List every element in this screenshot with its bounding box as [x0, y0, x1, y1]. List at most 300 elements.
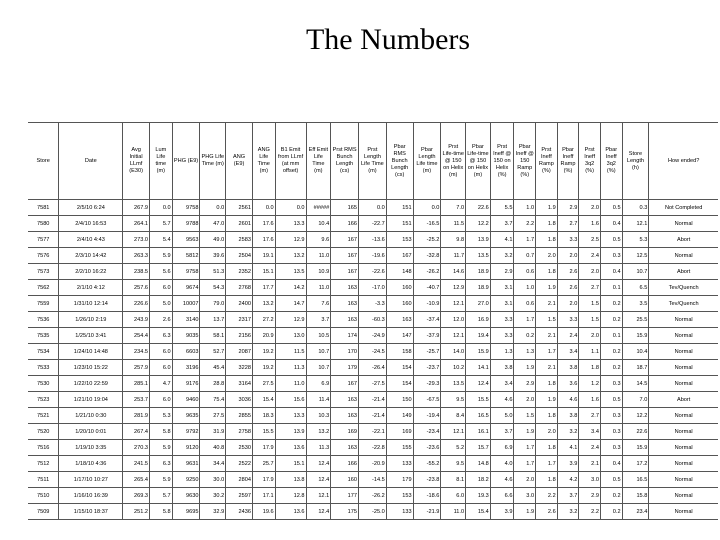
- table-cell: 1.7: [536, 456, 558, 472]
- table-cell: 15.7: [466, 440, 491, 456]
- table-cell: 3.2: [557, 504, 579, 520]
- table-cell: 254.4: [123, 328, 150, 344]
- table-cell: 169: [386, 424, 413, 440]
- table-cell: 5812: [172, 248, 200, 264]
- table-row: [28, 216, 718, 232]
- table-cell: 54.3: [200, 280, 226, 296]
- table-cell: -25.0: [359, 504, 387, 520]
- table-row: [28, 264, 718, 280]
- table-cell: 179: [331, 360, 359, 376]
- table-cell: -21.9: [413, 504, 441, 520]
- table-cell: 243.9: [123, 312, 150, 328]
- column-header: Avg Initial LLmf (E30): [123, 123, 150, 200]
- table-cell: 7512: [28, 456, 59, 472]
- table-cell: 6.3: [150, 456, 173, 472]
- table-cell: Abort: [649, 264, 718, 280]
- table-cell: 267.9: [123, 200, 150, 216]
- table-cell: Normal: [649, 488, 718, 504]
- column-header: Date: [59, 123, 123, 200]
- table-cell: 2.0: [557, 296, 579, 312]
- table-cell: Normal: [649, 360, 718, 376]
- table-cell: 1/17/10 10:27: [59, 472, 123, 488]
- table-cell: 14.6: [441, 264, 466, 280]
- table-cell: 13.6: [275, 504, 306, 520]
- table-cell: 241.5: [123, 456, 150, 472]
- table-cell: 4.2: [557, 472, 579, 488]
- table-cell: 2530: [226, 440, 253, 456]
- table-cell: 163: [331, 312, 359, 328]
- table-cell: 19.3: [466, 488, 491, 504]
- table-cell: 3.4: [557, 344, 579, 360]
- table-cell: -23.6: [413, 440, 441, 456]
- table-cell: 1/24/10 14:48: [59, 344, 123, 360]
- column-header: Prst Length Life Time (m): [359, 123, 387, 200]
- table-cell: 17.9: [252, 472, 275, 488]
- table-cell: 4.7: [150, 376, 173, 392]
- table-cell: 13.6: [275, 440, 306, 456]
- table-cell: 19.2: [252, 344, 275, 360]
- table-cell: 12.1: [306, 488, 331, 504]
- column-header: Prst RMS Bunch Length (cs): [331, 123, 359, 200]
- table-cell: 133: [386, 456, 413, 472]
- table-cell: 8.4: [441, 408, 466, 424]
- table-cell: 27.5: [252, 376, 275, 392]
- table-cell: -25.2: [413, 232, 441, 248]
- table-cell: 5.8: [150, 424, 173, 440]
- table-cell: 153: [386, 488, 413, 504]
- table-cell: 7523: [28, 392, 59, 408]
- table-cell: -14.5: [359, 472, 387, 488]
- table-row: [28, 280, 718, 296]
- table-cell: 13.3: [275, 408, 306, 424]
- table-cell: 0.2: [600, 488, 622, 504]
- table-cell: 179: [386, 472, 413, 488]
- table-cell: 39.6: [200, 248, 226, 264]
- column-header: Prst Life-time @ 150 on Helix (m): [441, 123, 466, 200]
- table-cell: 251.2: [123, 504, 150, 520]
- table-cell: 0.0: [413, 200, 441, 216]
- table-row: [28, 392, 718, 408]
- table-cell: 2.0: [514, 472, 536, 488]
- table-cell: Tev/Quench: [649, 280, 718, 296]
- table-cell: 19.4: [466, 328, 491, 344]
- table-cell: -20.9: [359, 456, 387, 472]
- table-cell: 163: [331, 440, 359, 456]
- table-cell: 30.0: [200, 472, 226, 488]
- table-cell: 3.9: [490, 504, 514, 520]
- table-cell: 9695: [172, 504, 200, 520]
- table-cell: 3.8: [490, 360, 514, 376]
- table-cell: 0.0: [275, 200, 306, 216]
- table-cell: 1.8: [536, 216, 558, 232]
- table-cell: 18.9: [466, 280, 491, 296]
- table-cell: 4.1: [490, 232, 514, 248]
- table-cell: 7516: [28, 440, 59, 456]
- table-cell: 2.6: [536, 504, 558, 520]
- column-header: Prst Ineff @ 150 on Helix (%): [490, 123, 514, 200]
- table-cell: 2/1/10 4:12: [59, 280, 123, 296]
- table-cell: 11.5: [441, 216, 466, 232]
- table-cell: 34.4: [200, 456, 226, 472]
- table-cell: -32.8: [413, 248, 441, 264]
- table-cell: 1/21/10 0:30: [59, 408, 123, 424]
- table-cell: 281.9: [123, 408, 150, 424]
- table-cell: 27.0: [466, 296, 491, 312]
- table-cell: 7573: [28, 264, 59, 280]
- table-cell: 47.0: [200, 216, 226, 232]
- table-cell: 7521: [28, 408, 59, 424]
- table-cell: 2804: [226, 472, 253, 488]
- table-cell: 2.7: [557, 216, 579, 232]
- column-header: Pbar RMS Bunch Length (cs): [386, 123, 413, 200]
- table-cell: 2601: [226, 216, 253, 232]
- table-row: [28, 504, 718, 520]
- table-cell: 163: [386, 312, 413, 328]
- table-cell: 226.6: [123, 296, 150, 312]
- table-cell: 2/4/10 16:53: [59, 216, 123, 232]
- table-cell: 0.2: [600, 344, 622, 360]
- table-cell: 0.4: [600, 264, 622, 280]
- table-cell: 1/16/10 16:39: [59, 488, 123, 504]
- table-cell: 5.3: [150, 408, 173, 424]
- table-cell: 1/25/10 3:41: [59, 328, 123, 344]
- table-cell: 2/5/10 6:24: [59, 200, 123, 216]
- table-cell: 2.0: [536, 424, 558, 440]
- table-cell: 0.0: [200, 200, 226, 216]
- table-cell: 15.1: [275, 456, 306, 472]
- table-cell: 6.0: [150, 280, 173, 296]
- table-cell: 0.2: [600, 360, 622, 376]
- table-header-row: [28, 123, 718, 200]
- table-cell: 7520: [28, 424, 59, 440]
- table-cell: 17.7: [252, 280, 275, 296]
- table-cell: -17.0: [359, 280, 387, 296]
- table-cell: 2087: [226, 344, 253, 360]
- table-cell: 0.0: [150, 200, 173, 216]
- table-cell: 9.5: [441, 392, 466, 408]
- table-cell: 14.8: [466, 456, 491, 472]
- table-cell: 1/15/10 18:37: [59, 504, 123, 520]
- table-cell: 11.3: [306, 440, 331, 456]
- table-cell: 253.7: [123, 392, 150, 408]
- table-cell: 10.4: [306, 216, 331, 232]
- table-cell: 8.1: [441, 472, 466, 488]
- table-cell: -24.9: [359, 328, 387, 344]
- table-cell: -24.5: [359, 344, 387, 360]
- table-cell: 1.8: [536, 440, 558, 456]
- table-cell: Normal: [649, 376, 718, 392]
- table-cell: 2.4: [579, 440, 601, 456]
- table-row: [28, 296, 718, 312]
- table-cell: 2.4: [557, 328, 579, 344]
- table-cell: 2583: [226, 232, 253, 248]
- table-cell: 6.5: [622, 280, 649, 296]
- table-cell: 265.4: [123, 472, 150, 488]
- table-cell: 14.0: [441, 344, 466, 360]
- table-cell: 13.3: [275, 216, 306, 232]
- table-cell: Normal: [649, 328, 718, 344]
- table-cell: 12.0: [441, 312, 466, 328]
- table-cell: 11.0: [306, 248, 331, 264]
- table-cell: 2.7: [579, 408, 601, 424]
- table-cell: 166: [331, 216, 359, 232]
- table-cell: 10.3: [306, 408, 331, 424]
- table-cell: 16.9: [466, 312, 491, 328]
- column-header: B1 Emit from LLmf (at mm offset): [275, 123, 306, 200]
- table-cell: 5.9: [150, 248, 173, 264]
- table-cell: 15.9: [466, 344, 491, 360]
- table-cell: 10.5: [306, 328, 331, 344]
- table-cell: 2768: [226, 280, 253, 296]
- table-cell: 40.8: [200, 440, 226, 456]
- table-cell: 6.0: [150, 344, 173, 360]
- table-cell: Normal: [649, 408, 718, 424]
- table-cell: 1.9: [536, 280, 558, 296]
- table-cell: 273.0: [123, 232, 150, 248]
- table-cell: 2436: [226, 504, 253, 520]
- table-cell: 5.6: [150, 264, 173, 280]
- table-cell: 5.2: [441, 440, 466, 456]
- table-cell: 16.1: [466, 424, 491, 440]
- table-cell: 257.6: [123, 280, 150, 296]
- table-row: [28, 232, 718, 248]
- table-cell: 2561: [226, 200, 253, 216]
- table-cell: 264.1: [123, 216, 150, 232]
- table-cell: 9674: [172, 280, 200, 296]
- table-cell: 14.1: [466, 360, 491, 376]
- table-cell: 13.8: [275, 472, 306, 488]
- table-cell: 160: [386, 280, 413, 296]
- table-cell: Normal: [649, 312, 718, 328]
- table-cell: -25.7: [413, 344, 441, 360]
- column-header: Lum Life time (m): [150, 123, 173, 200]
- table-cell: 6.6: [490, 488, 514, 504]
- table-cell: -19.6: [359, 248, 387, 264]
- table-cell: 3.7: [490, 424, 514, 440]
- table-cell: 12.1: [441, 328, 466, 344]
- table-cell: 269.3: [123, 488, 150, 504]
- table-cell: 14.7: [275, 296, 306, 312]
- page-title: The Numbers: [305, 23, 471, 56]
- table-cell: 1.7: [514, 312, 536, 328]
- table-row: [28, 200, 718, 216]
- table-cell: 12.1: [441, 296, 466, 312]
- table-cell: 238.5: [123, 264, 150, 280]
- table-cell: 12.4: [466, 376, 491, 392]
- table-cell: 3.7: [490, 216, 514, 232]
- table-cell: 5.9: [150, 440, 173, 456]
- table-cell: 1.6: [579, 392, 601, 408]
- table-cell: 154: [386, 376, 413, 392]
- table-cell: 163: [331, 280, 359, 296]
- table-cell: 75.4: [200, 392, 226, 408]
- table-cell: 3.1: [490, 280, 514, 296]
- table-cell: 9563: [172, 232, 200, 248]
- table-cell: 5.0: [150, 296, 173, 312]
- table-cell: 17.1: [252, 488, 275, 504]
- table-cell: Not Completed: [649, 200, 718, 216]
- table-cell: 5.7: [150, 216, 173, 232]
- table-cell: 13.2: [252, 296, 275, 312]
- table-cell: 3.3: [557, 232, 579, 248]
- column-header: PHG (E9): [172, 123, 200, 200]
- table-cell: 3.1: [490, 296, 514, 312]
- column-header: ANG Life Time (m): [252, 123, 275, 200]
- table-cell: 1.8: [536, 264, 558, 280]
- table-cell: 1.8: [536, 376, 558, 392]
- table-cell: 9.6: [306, 232, 331, 248]
- table-cell: 18.3: [252, 408, 275, 424]
- table-cell: 0.5: [600, 200, 622, 216]
- table-cell: -37.9: [413, 328, 441, 344]
- table-cell: 13.7: [200, 312, 226, 328]
- table-row: [28, 344, 718, 360]
- table-cell: 3036: [226, 392, 253, 408]
- table-cell: 7559: [28, 296, 59, 312]
- table-row: [28, 328, 718, 344]
- table-cell: 1.1: [579, 344, 601, 360]
- table-cell: 2522: [226, 456, 253, 472]
- table-body: [28, 200, 718, 520]
- table-cell: 167: [331, 232, 359, 248]
- table-cell: 2.2: [514, 216, 536, 232]
- table-cell: -21.4: [359, 408, 387, 424]
- table-cell: 3.3: [490, 328, 514, 344]
- table-cell: 0.2: [600, 296, 622, 312]
- table-cell: 177: [331, 488, 359, 504]
- table-cell: 11.5: [275, 344, 306, 360]
- table-cell: 3.2: [490, 248, 514, 264]
- table-cell: 12.9: [275, 312, 306, 328]
- table-cell: 2352: [226, 264, 253, 280]
- table-cell: 2156: [226, 328, 253, 344]
- table-cell: 160: [331, 472, 359, 488]
- table-cell: 5.4: [150, 232, 173, 248]
- table-cell: 12.4: [306, 456, 331, 472]
- table-cell: 3.9: [557, 456, 579, 472]
- table-cell: 1.7: [514, 232, 536, 248]
- table-cell: 15.4: [252, 392, 275, 408]
- table-cell: 12.4: [306, 472, 331, 488]
- table-cell: 2.1: [579, 456, 601, 472]
- table-cell: 167: [331, 264, 359, 280]
- column-header: Store: [28, 123, 59, 200]
- table-cell: 15.9: [622, 440, 649, 456]
- table-cell: 1.7: [514, 456, 536, 472]
- table-cell: 150: [386, 392, 413, 408]
- table-cell: 4.6: [490, 392, 514, 408]
- table-cell: -23.4: [413, 424, 441, 440]
- table-cell: 0.3: [600, 376, 622, 392]
- table-cell: 1.2: [579, 376, 601, 392]
- column-header: ANG (E9): [226, 123, 253, 200]
- table-cell: 1.9: [514, 360, 536, 376]
- table-cell: 14.5: [622, 376, 649, 392]
- table-cell: 12.2: [466, 216, 491, 232]
- table-cell: 10.2: [441, 360, 466, 376]
- table-cell: 12.1: [441, 424, 466, 440]
- table-cell: Normal: [649, 456, 718, 472]
- table-cell: 0.2: [600, 312, 622, 328]
- table-cell: 7.0: [622, 392, 649, 408]
- table-cell: 12.4: [306, 504, 331, 520]
- table-cell: 17.6: [252, 232, 275, 248]
- table-cell: 3196: [172, 360, 200, 376]
- table-cell: 2.0: [536, 248, 558, 264]
- table-cell: 10.7: [622, 264, 649, 280]
- table-cell: 6.0: [441, 488, 466, 504]
- table-cell: 18.9: [466, 264, 491, 280]
- table-cell: 19.2: [252, 360, 275, 376]
- table-cell: 151: [386, 216, 413, 232]
- table-cell: 15.6: [275, 392, 306, 408]
- table-cell: 7533: [28, 360, 59, 376]
- table-cell: 175: [331, 504, 359, 520]
- table-cell: 13.9: [275, 424, 306, 440]
- table-cell: 13.5: [441, 376, 466, 392]
- table-cell: 166: [331, 456, 359, 472]
- table-row: [28, 472, 718, 488]
- table-cell: 5.5: [490, 200, 514, 216]
- table-cell: 133: [386, 504, 413, 520]
- table-cell: 14.2: [275, 280, 306, 296]
- table-cell: 3.7: [306, 312, 331, 328]
- table-cell: -40.7: [413, 280, 441, 296]
- table-cell: 2.4: [579, 248, 601, 264]
- table-cell: 9120: [172, 440, 200, 456]
- table-cell: 13.2: [306, 424, 331, 440]
- table-cell: 1.5: [579, 296, 601, 312]
- table-cell: 6603: [172, 344, 200, 360]
- table-cell: 153: [386, 232, 413, 248]
- table-cell: 6.9: [490, 440, 514, 456]
- table-cell: 9.8: [441, 232, 466, 248]
- table-cell: 2.9: [579, 488, 601, 504]
- table-cell: 2.1: [536, 328, 558, 344]
- table-cell: 2/4/10 4:43: [59, 232, 123, 248]
- table-row: [28, 248, 718, 264]
- table-cell: 10.9: [306, 264, 331, 280]
- table-cell: 0.3: [600, 408, 622, 424]
- table-cell: 0.6: [514, 264, 536, 280]
- table-cell: 1.7: [514, 440, 536, 456]
- table-cell: 13.5: [466, 248, 491, 264]
- table-cell: 9035: [172, 328, 200, 344]
- table-cell: 32.9: [200, 504, 226, 520]
- table-cell: 1/20/10 0:01: [59, 424, 123, 440]
- table-cell: 52.7: [200, 344, 226, 360]
- table-cell: 11.0: [306, 280, 331, 296]
- column-header: Store Length (h): [622, 123, 649, 200]
- table-cell: 151: [386, 200, 413, 216]
- table-cell: 2.6: [150, 312, 173, 328]
- table-cell: 263.3: [123, 248, 150, 264]
- table-cell: Normal: [649, 248, 718, 264]
- table-cell: 1.8: [536, 232, 558, 248]
- table-row: [28, 312, 718, 328]
- table-cell: 10.4: [622, 344, 649, 360]
- table-row: [28, 488, 718, 504]
- table-cell: 10.7: [306, 344, 331, 360]
- table-cell: 12.9: [441, 280, 466, 296]
- table-cell: 1.9: [536, 392, 558, 408]
- table-cell: -55.2: [413, 456, 441, 472]
- table-cell: -22.8: [359, 440, 387, 456]
- table-cell: 12.1: [622, 216, 649, 232]
- table-cell: 6.3: [150, 328, 173, 344]
- table-cell: 2400: [226, 296, 253, 312]
- table-cell: 27.5: [200, 408, 226, 424]
